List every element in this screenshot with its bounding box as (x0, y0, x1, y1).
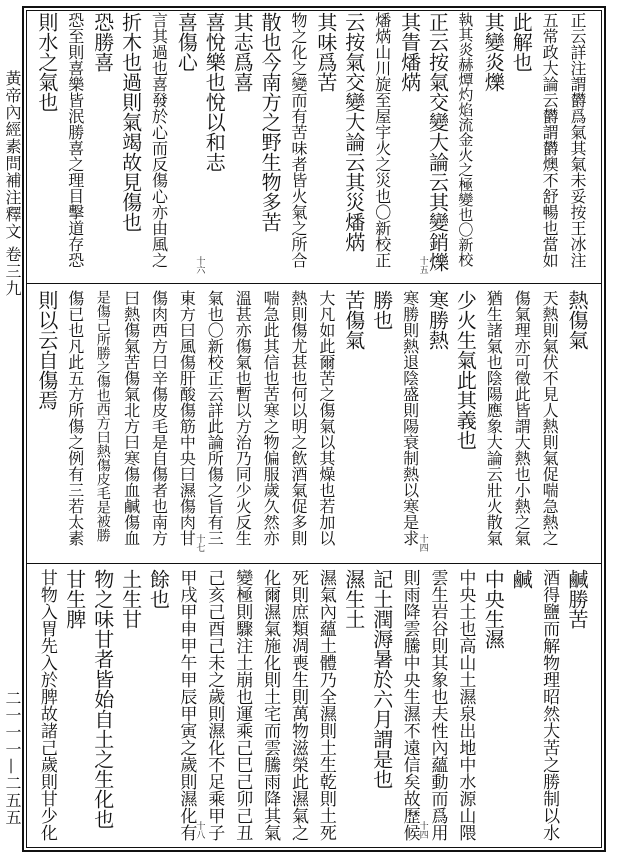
text-column: 恐勝喜 (90, 12, 115, 72)
text-column: 中央生濕 (481, 569, 506, 649)
text-column: 己亥己酉己未之歲則濕化不足乘甲子 (204, 569, 225, 841)
text-column: 喜悅樂也悅以和志 (202, 12, 227, 172)
text-column: 燔焫山川旋至屋宇火之災也〇新校正 (372, 12, 392, 268)
text-column: 少火生氣此其義也 (453, 290, 478, 450)
text-column: 大凡如此爾苦之傷氣以其燥也若加以 (316, 290, 336, 546)
text-column: 云按氣交變大論云其災燔焫 (341, 12, 366, 252)
text-column: 是傷己所勝之傷也西方曰熱傷皮毛是被勝 (94, 290, 111, 542)
text-column: 勝也 (369, 290, 394, 330)
text-column: 鹹勝苦 (565, 569, 589, 629)
text-column: 甘生脾 (62, 569, 87, 629)
running-title: 黃帝內經素問補注釋文 卷三九 (3, 70, 22, 298)
text-column: 喜傷心 (174, 12, 199, 72)
text-column: 死則庶類凋喪生則萬物滋榮此濕氣之 (288, 569, 308, 841)
text-column: 猶生諸氣也陰陽應象大論云壯火散氣 (484, 290, 504, 546)
text-column: 天熱則氣伏不見人熱則氣促喘急熱之 (540, 290, 560, 546)
text-column: 其志爲喜 (230, 12, 255, 92)
section-divider-1 (26, 283, 602, 284)
text-column: 恐至則喜樂皆泯勝喜之理目擊道存恐 (65, 12, 85, 268)
text-column: 熱則傷尤甚也何以明之飲酒氣促多則 (289, 290, 308, 546)
page-number: 二一一一—二五五 (3, 690, 22, 826)
text-column: 苦傷氣 (341, 290, 366, 350)
text-column: 濕氣內蘊土體乃全濕則土生乾則土死 (315, 569, 336, 841)
leaf-marker: 十八 (194, 821, 205, 839)
text-column: 化爾濕氣施化則土宅而雲騰雨降其氣 (260, 569, 281, 841)
text-column: 土生甘 (118, 569, 143, 629)
text-column: 餘也 (146, 569, 171, 609)
text-column: 其眚燔焫 (397, 12, 422, 92)
text-column: 其味爲苦 (313, 12, 338, 92)
text-column: 正云按氣交變大論云其變銷爍 (425, 12, 450, 272)
text-column: 喘急此其信也苦寒之物偏服歲久然亦 (261, 290, 281, 546)
text-column: 酒得鹽而解物理昭然大苦之勝制以水 (539, 569, 560, 841)
text-column: 則以云自傷焉 (34, 290, 59, 410)
leaf-marker: 十四 (417, 534, 428, 552)
text-column: 正云詳注謂欝爲氣其氣未妥按王冰注 (568, 12, 587, 268)
text-column: 五常政大論云欝謂欝燠不舒暢也當如 (540, 12, 560, 268)
text-column: 東方曰風傷肝酸傷筋中央曰濕傷肉甘 (177, 290, 197, 546)
text-column: 此解也 (509, 12, 534, 72)
text-column: 雲生岩谷則其象也夫性內蘊動而爲用 (427, 569, 448, 841)
text-column: 傷肉西方曰辛傷皮毛是自傷者也南方 (149, 290, 169, 546)
text-column: 言其過也喜發於心而反傷心亦由風之 (149, 12, 169, 268)
text-column: 則雨降雲騰中央生濕不遠信矣故歷候 (399, 569, 420, 841)
text-column: 則水之氣也 (34, 12, 59, 112)
text-column: 寒勝熱 (425, 290, 450, 350)
text-column: 物之味甘者皆始自土之生化也 (90, 569, 115, 829)
text-column: 其變炎爍 (481, 12, 506, 92)
text-column: 傷氣理亦可徵此皆謂大熱也小熱之氣 (512, 290, 532, 546)
text-column: 物之化之變而有苦味者皆火氣之所合 (289, 12, 308, 268)
leaf-marker: 十七 (194, 534, 205, 552)
leaf-marker: 十五 (417, 256, 428, 274)
text-column: 傷已也凡此五方所傷之例有三若太素 (65, 290, 85, 546)
text-column: 散也今南方之野生物多苦 (258, 12, 283, 232)
text-column: 甘物入胃先入於脾故諸己歲則甘少化 (36, 569, 57, 841)
text-column: 甲戌甲申甲午甲辰甲寅之歲則濕化有 (176, 569, 197, 841)
leaf-marker: 十六 (194, 256, 205, 274)
text-column: 濕生土 (341, 569, 366, 629)
text-column: 溫甚亦傷氣也暫以方治乃同少火反生 (233, 290, 253, 546)
text-column: 寒勝則熱退陰盛則陽衰制熱以寒是求 (400, 290, 420, 546)
text-column: 熱傷氣 (565, 290, 589, 350)
text-column: 氣也〇新校正云詳此論所傷之旨有三 (205, 290, 225, 546)
text-column: 變極則驟注土崩也運乘己巳己卯己丑 (232, 569, 253, 841)
text-column: 曰熱傷氣苦傷氣北方曰寒傷血鹹傷血 (121, 290, 141, 546)
section-divider-2 (26, 563, 602, 564)
text-column: 中央土也高山土濕泉出地中水源山隈 (455, 569, 476, 841)
text-column: 記土潤溽暑於六月謂是也 (369, 569, 394, 789)
leaf-marker: 十四 (417, 821, 428, 839)
text-column: 鹹 (509, 569, 534, 589)
text-column: 執其炎赫燂灼焰流金火之極變也〇新校 (456, 12, 475, 267)
text-column: 折木也過則氣竭故見傷也 (118, 12, 143, 232)
